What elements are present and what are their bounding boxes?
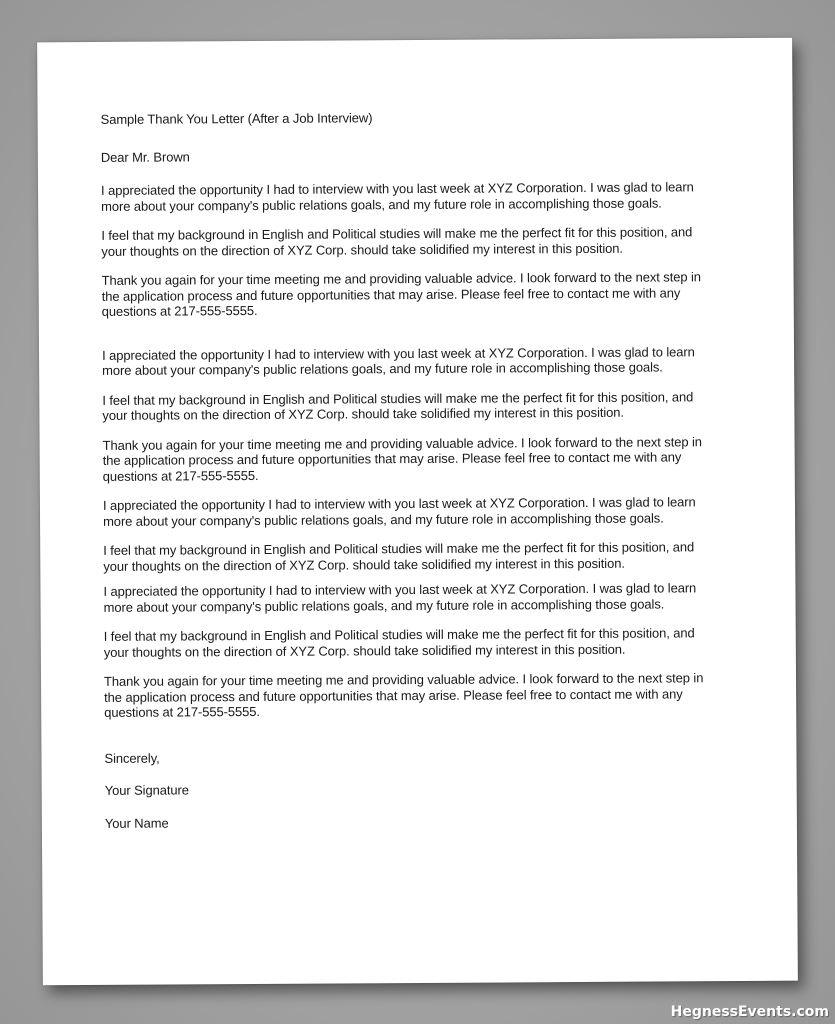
paragraph: I feel that my background in English and Political studies will make me the perfect fit for this position, and your thoughts on the direction of XYZ Corp. should take solidified my interest in this position. bbox=[103, 625, 695, 660]
paragraph: I appreciated the opportunity I had to interview with you last week at XYZ Corporation. I was glad to learn more about your company's public relations goals, and my future role in accomplishing those goals. bbox=[101, 343, 695, 378]
letter-greeting: Dear Mr. Brown bbox=[100, 148, 190, 165]
paragraph: Thank you again for your time meeting me and providing valuable advice. I look forward to the next step in the application process and future opportunities that may arise. Please feel free to contact me with any questions at 217-555-5555. bbox=[102, 433, 702, 484]
paragraph: I appreciated the opportunity I had to interview with you last week at XYZ Corporation. I was glad to learn more about your company's public relations goals, and my future role in accomplishing those goals. bbox=[103, 580, 697, 615]
paragraph: I feel that my background in English and Political studies will make me the perfect fit for this position, and your thoughts on the direction of XYZ Corp. should take solidified my interest in this position. bbox=[102, 388, 694, 423]
paragraph: I feel that my background in English and Political studies will make me the perfect fit for this position, and your thoughts on the direction of XYZ Corp. should take solidified my interest in this position. bbox=[101, 224, 693, 259]
paragraph: I feel that my background in English and Political studies will make me the perfect fit for this position, and your thoughts on the direction of XYZ Corp. should take solidified my interest in this position. bbox=[103, 539, 695, 574]
signature-placeholder: Your Signature bbox=[104, 782, 189, 798]
letter-title: Sample Thank You Letter (After a Job Interview) bbox=[100, 110, 373, 127]
document-page bbox=[37, 38, 798, 986]
paragraph: I appreciated the opportunity I had to interview with you last week at XYZ Corporation. I was glad to learn more about your company's public relations goals, and my future role in accomplishing those goals. bbox=[102, 494, 696, 529]
paragraph: Thank you again for your time meeting me and providing valuable advice. I look forward to the next step in the application process and future opportunities that may arise. Please feel free to contact me with any questions at 217-555-5555. bbox=[101, 269, 701, 319]
closing-salutation: Sincerely, bbox=[104, 750, 160, 766]
site-watermark: HegnessEvents.com bbox=[670, 1004, 829, 1020]
paragraph: I appreciated the opportunity I had to interview with you last week at XYZ Corporation. I was glad to learn more about your company's public relations goals, and my future role in accomplishing those goals. bbox=[100, 179, 694, 214]
letter-closing-block bbox=[104, 747, 714, 831]
paragraph: Thank you again for your time meeting me and providing valuable advice. I look forward to the next step in the application process and future opportunities that may arise. Please feel free to contact me with any questions at 217-555-5555. bbox=[103, 670, 704, 720]
name-placeholder: Your Name bbox=[104, 815, 169, 831]
letter-body bbox=[101, 108, 715, 848]
